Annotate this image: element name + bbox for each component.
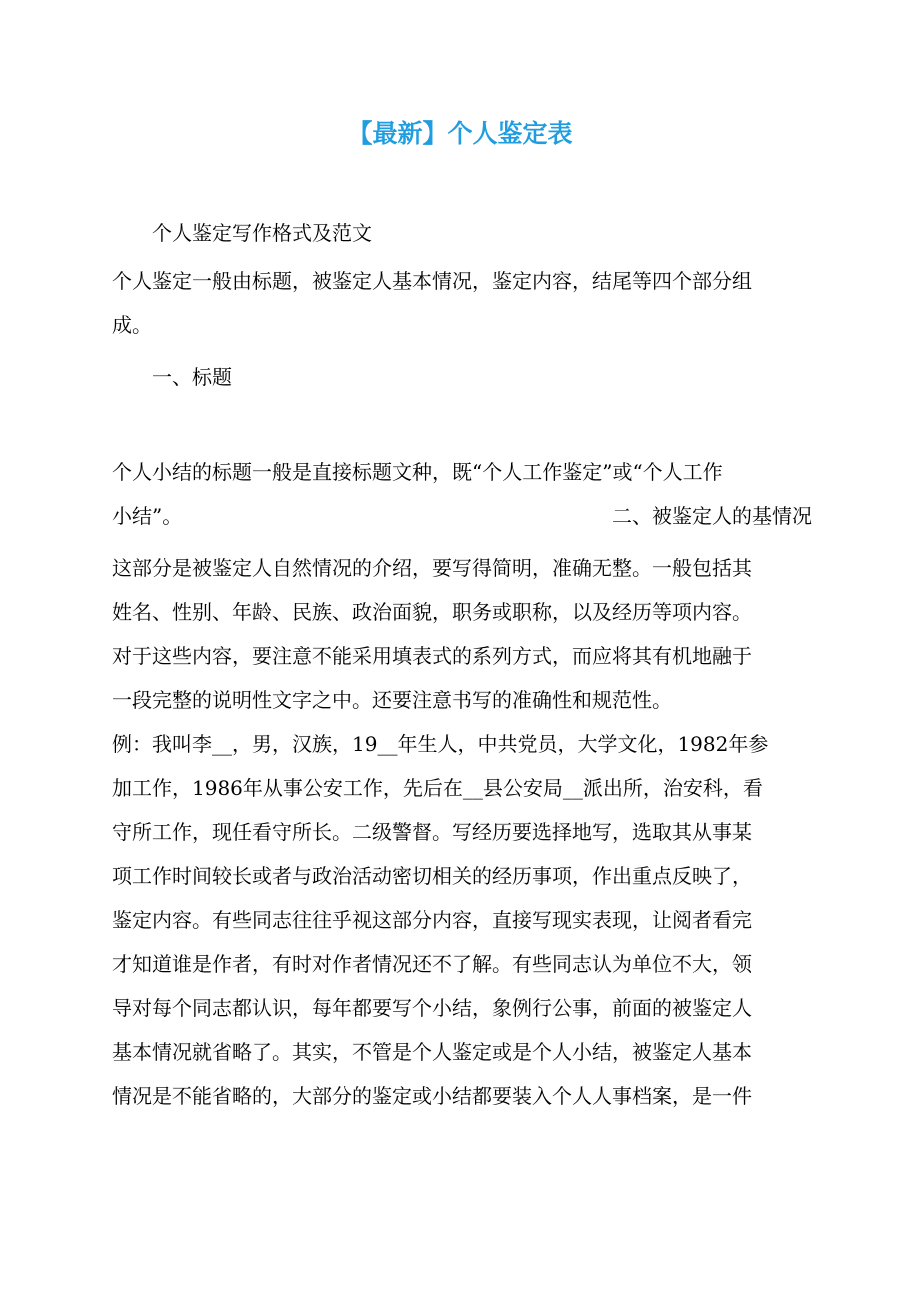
body-paragraph (112, 546, 812, 1118)
body-line: 这部分是被鉴定人自然情况的介绍，要写得简明，准确无整。一般包括其 (112, 556, 752, 580)
body-line: 才知道谁是作者，有时对作者情况还不了解。有些同志认为单位不大，领 (112, 952, 752, 976)
document-title: 【最新】个人鉴定表 (347, 119, 573, 148)
body-line: 情况是不能省略的，大部分的鉴定或小结都要装入个人人事档案，是一件 (112, 1084, 752, 1108)
section-heading-basic-info: 二、被鉴定人的基情况 (612, 504, 812, 528)
body-line: 鉴定内容。有些同志往往乎视这部分内容，直接写现实表现，让阅者看完 (112, 908, 752, 932)
body-line: 守所工作，现任看守所长。二级警督。写经历要选择地写，选取其从事某 (112, 820, 752, 844)
intro-line: 个人鉴定一般由标题，被鉴定人基本情况，鉴定内容，结尾等四个部分组 (112, 269, 752, 293)
body-line: 姓名、性别、年龄、民族、政治面貌，职务或职称，以及经历等项内容。 (112, 600, 752, 624)
section-heading-title: 一、标题 (152, 365, 232, 389)
section1-line-split (112, 494, 812, 538)
body-line: 对于这些内容，要注意不能采用填表式的系列方式，而应将其有机地融于 (112, 644, 752, 668)
body-line: 加工作，1986年从事公安工作，先后在__县公安局__派出所，治安科，看 (112, 776, 763, 800)
body-line: 一段完整的说明性文字之中。还要注意书写的准确性和规范性。 (112, 688, 672, 712)
intro-line: 成。 (112, 313, 152, 337)
body-line: 例：我叫李__，男，汉族，19__年生人，中共党员，大学文化，1982年参 (112, 732, 769, 756)
section1-line: 个人小结的标题一般是直接标题文种，既“个人工作鉴定”或“个人工作 (112, 460, 723, 484)
body-line: 项工作时间较长或者与政治活动密切相关的经历事项，作出重点反映了， (112, 864, 752, 888)
body-line: 基本情况就省略了。其实，不管是个人鉴定或是个人小结，被鉴定人基本 (112, 1040, 752, 1064)
body-line: 导对每个同志都认识，每年都要写个小结，象例行公事，前面的被鉴定人 (112, 996, 752, 1020)
section1-paragraph (112, 450, 812, 538)
intro-paragraph (112, 259, 812, 347)
subtitle: 个人鉴定写作格式及范文 (152, 221, 372, 245)
section1-line-end: 小结”。 (112, 504, 183, 528)
